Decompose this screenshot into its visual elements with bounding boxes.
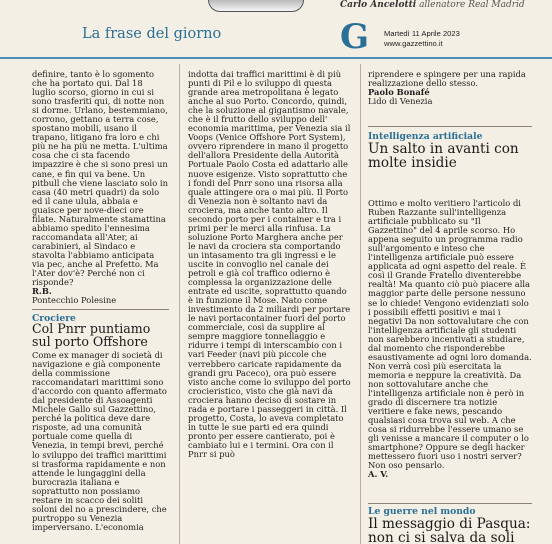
portrait-photo <box>208 0 304 12</box>
top-strip <box>0 0 552 14</box>
article-text: Ottimo e molto veritiero l'articolo di Ruben Razzante sull'intelligenza artificiale pubblicato su "Il Gazzettino" del 4 aprile scorso. Ho appena seguito un programma radio sull'argomento e inteso che l'intelligenza artificiale può essere applicata ad ogni aspetto del reale. È così il Grande Fratello diventerebbe realtà! Ma quanto ciò può piacere alla maggior parte delle persone nessuno se lo chiede! Vengono evidenziati solo i possibili effetti positivi e mai i negativi Da non sottovalutare che con l'intelligenza artificiale gli studenti non sarebbero incentivati a studiare, dal momento che risponderebbe esaustivamente ad ogni loro domanda. Non verrà così più esercitata la memoria e neppure la creatività. Da non sottovalutare anche che l'intelligenza artificiale non è però in grado di discernere tra notizie veritiere e fake news, pescando qualsiasi cosa trova sul web. A che cosa si ridurrebbe l'essere umano se gli venisse a mancare il computer o lo smartphone? Oppure se degli hacker mettessero fuori uso i nostri server? Non oso pensarlo. <box>368 198 532 471</box>
article-headline: Col Pnrr puntiamo sul porto Offshore <box>32 321 151 349</box>
article-divider <box>32 309 169 310</box>
letter-column-2 <box>188 70 352 459</box>
column-divider <box>360 64 361 544</box>
issue-date: Martedì 11 Aprile 2023 <box>384 29 460 38</box>
website-url[interactable]: www.gazzettino.it <box>384 39 443 48</box>
letter-text: riprendere e spingere per una rapida realizzazione dello stesso. <box>368 69 526 89</box>
header-rule <box>0 57 552 59</box>
masthead-info <box>384 29 460 49</box>
article-divider <box>368 503 532 504</box>
article-body <box>368 199 532 479</box>
gazzettino-logo: G <box>340 17 370 57</box>
letter-column-3 <box>368 70 532 106</box>
article-divider <box>368 126 532 127</box>
quote-author-role: allenatore Real Madrid <box>419 0 525 10</box>
letter-column-1 <box>32 70 169 305</box>
article-body: Come ex manager di società di navigazione e già componente della commissione raccomandatari marittimi sono d'accordo con quanto affermato dal presidente di Assoagenti Michele Gallo sul Gazzettino, perché la politica deve dare risposte, ad una comunità portuale come quella di Venezia, in tempi brevi, perché lo sviluppo dei traffici marittimi si trasforma rapidamente e non attende le lungaggini della burocrazia italiana e soprattutto non possiamo restare in scacco dei soliti soloni del no a prescindere, che purtroppo su Venezia imperversano. L'economia <box>32 350 167 532</box>
article-kicker: Crociere <box>32 313 76 324</box>
article-kicker: Intelligenza artificiale <box>368 131 483 142</box>
letter-place: Pontecchio Polesine <box>32 295 117 306</box>
article-kicker: Le guerre nel mondo <box>368 506 476 517</box>
letter-text: indotta dai traffici marittimi è di più punti di Pil e lo sviluppo di questa grande area metropolitana è legato anche al suo Porto. Concordo, quindi, che la soluzione al gigantismo navale, che è il frutto dello sviluppo dell' economia marittima, per Venezia sia il Voops (Venice Offshore Port System), ovvero riprendere in mano il progetto dell'allora Presidente della Autorità Portuale Paolo Costa ed adattarlo alle nuove esigenze. Visto soprattutto che i fondi del Pnrr sono una risorsa alla quale attingere ora o mai più. Il Porto di Venezia non è soltanto navi da crociera, ma anche tanto altro. Il secondo porto per i container e tra i primi per le merci alla rinfusa. La soluzione Porto Marghera anche per le navi da crociera sta comportando un intasamento tra gli ingressi e le uscite in convoglio nel canale dei petroli e già col traffico odierno è complessa la organizzazione delle entrate ed uscite, soprattutto quando è in funzione il Mose. Nato come investimento da 2 miliardi per portare le navi portacontainer fuori del porto commerciale, così da supplire al sempre maggiore tonnellaggio e ridurre i tempi di interscambio con i vari Feeder (navi più piccole che verrebbero caricate rapidamente da grandi gru Paceco), ora può essere visto anche come lo sviluppo del porto crocieristico, visto che già navi da crociera hanno deciso di sostare in rada e portare i passeggeri in città. Il progetto, Costa, lo aveva completato in tutte le sue parti ed era quindi pronto per essere cantierato, poi è cambiato lui e i termini. Ora con il Pnrr si può <box>188 69 351 459</box>
letter-signature: Paolo Bonafé <box>368 87 430 98</box>
section-title: La frase del giorno <box>82 26 222 42</box>
article-headline: Un salto in avanti con molte insidie <box>368 141 519 171</box>
letter-text: definire, tanto è lo sgomento che ha portato qui. Dal 18 luglio scorso, giorno in cui si sono trasferiti qui, di notte non si dorme. Urlano, bestemmiano, corrono, gettano a terra cose, spostano mobili, usano il trapano, litigano fra loro e chi più ne ha più ne metta. L'ultima cosa che ci sta facendo impazzire è che si sono presi un cane, e fin qui va bene. Un pitbull che viene lasciato solo in casa (40 metri quadri) da solo ed il cane ulula, abbaia e guaisce per nove-dieci ore filate. Naturalmente stamattina abbiamo spedito l'ennesima raccomandata all'Ater, ai carabinieri, al Sindaco e stavolta l'abbiamo anticipata via pec, anche al Prefetto. Ma l'Ater dov'è? Perché non ci risponde? <box>32 69 168 288</box>
letter-signature: R.B. <box>32 286 52 297</box>
article-headline: Il messaggio di Pasqua: non ci si salva da soli <box>368 516 531 544</box>
quote-author: Carlo Ancelotti <box>340 0 417 10</box>
letter-place: Lido di Venezia <box>368 96 433 107</box>
column-divider <box>179 64 180 544</box>
quote-credit <box>340 0 525 10</box>
article-signature: A. V. <box>368 469 389 480</box>
